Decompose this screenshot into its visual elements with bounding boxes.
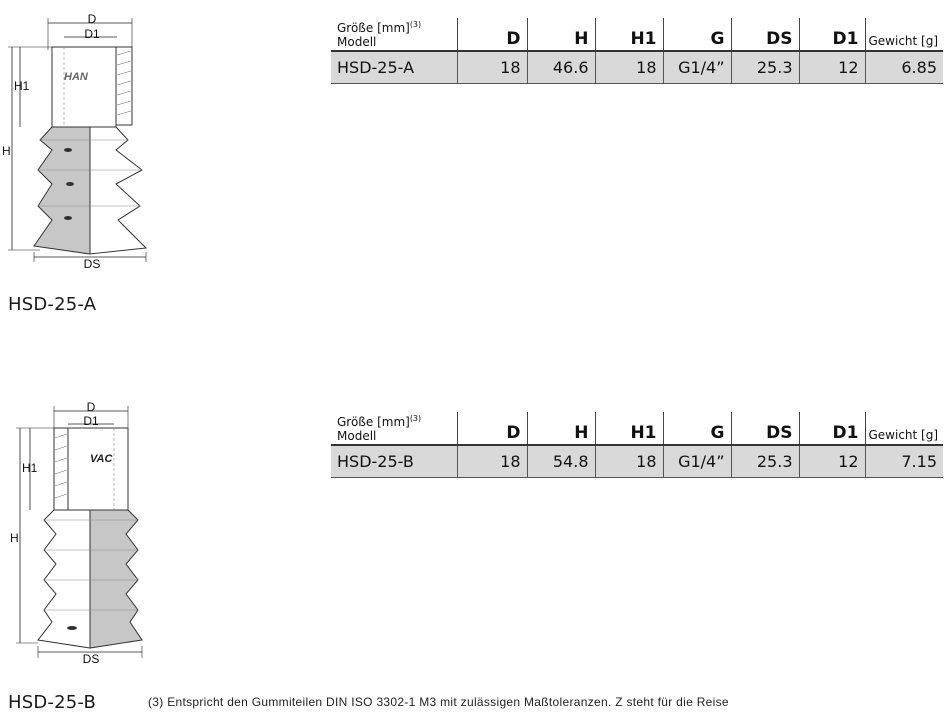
h1-cell: 18 <box>595 51 663 84</box>
spec-table-hsd-25-b <box>331 412 943 478</box>
d-cell: 18 <box>457 51 527 84</box>
h-cell: 46.6 <box>527 51 595 84</box>
g-cell: G1/4” <box>663 51 731 84</box>
ds-cell: 25.3 <box>731 445 799 478</box>
model-label: Modell <box>337 35 377 49</box>
col-d1-header: D1 <box>799 18 865 51</box>
h1-cell: 18 <box>595 445 663 478</box>
d1-cell: 12 <box>799 51 865 84</box>
dim-ds-label: DS <box>83 257 101 270</box>
spec-table-hsd-25-a <box>331 18 943 84</box>
h-cell: 54.8 <box>527 445 595 478</box>
caption-hsd-25-b: HSD-25-B <box>8 692 97 713</box>
dim-h1-label: H1 <box>14 79 30 93</box>
dim-d1-label: D1 <box>84 27 100 41</box>
dim-ds-label: DS <box>82 652 100 665</box>
footnote-text: (3) Entspricht den Gummiteilen DIN ISO 3302-1 M3 mit zulässigen Maßtoleranzen. Z steht für die Reise <box>148 695 729 709</box>
dim-d-label: D <box>87 12 97 26</box>
drawing-hsd-25-a <box>0 10 160 270</box>
model-cell: HSD-25-A <box>331 51 457 84</box>
col-h-header: H <box>527 18 595 51</box>
caption-hsd-25-a: HSD-25-A <box>8 294 97 315</box>
col-ds-header: DS <box>731 18 799 51</box>
model-label: Modell <box>337 429 377 443</box>
dim-h1-label: H1 <box>22 461 38 475</box>
col-weight-header: Gewicht [g] <box>865 18 943 51</box>
col-g-header: G <box>663 412 731 445</box>
size-label: Größe [mm] <box>337 415 410 429</box>
table-row <box>331 445 943 478</box>
drawing-hsd-25-b <box>0 400 160 665</box>
brand-stamp: HAN <box>64 71 88 83</box>
model-cell: HSD-25-B <box>331 445 457 478</box>
col-d1-header: D1 <box>799 412 865 445</box>
dim-d1-label: D1 <box>83 414 99 428</box>
ds-cell: 25.3 <box>731 51 799 84</box>
col-h-header: H <box>527 412 595 445</box>
weight-cell: 6.85 <box>865 51 943 84</box>
col-h1-header: H1 <box>595 412 663 445</box>
d1-cell: 12 <box>799 445 865 478</box>
col-d-header: D <box>457 412 527 445</box>
dim-d-label: D <box>86 400 96 414</box>
col-d-header: D <box>457 18 527 51</box>
col-ds-header: DS <box>731 412 799 445</box>
col-weight-header: Gewicht [g] <box>865 412 943 445</box>
table-row <box>331 51 943 84</box>
weight-cell: 7.15 <box>865 445 943 478</box>
col-h1-header: H1 <box>595 18 663 51</box>
size-label: Größe [mm] <box>337 21 410 35</box>
footnote-ref: (3) <box>409 20 422 29</box>
d-cell: 18 <box>457 445 527 478</box>
dim-h-label: H <box>2 144 11 158</box>
g-cell: G1/4” <box>663 445 731 478</box>
brand-stamp: VAC <box>90 453 113 465</box>
size-model-header <box>331 18 457 51</box>
size-model-header <box>331 412 457 445</box>
footnote-ref: (3) <box>409 414 422 423</box>
dim-h-label: H <box>10 531 19 545</box>
col-g-header: G <box>663 18 731 51</box>
